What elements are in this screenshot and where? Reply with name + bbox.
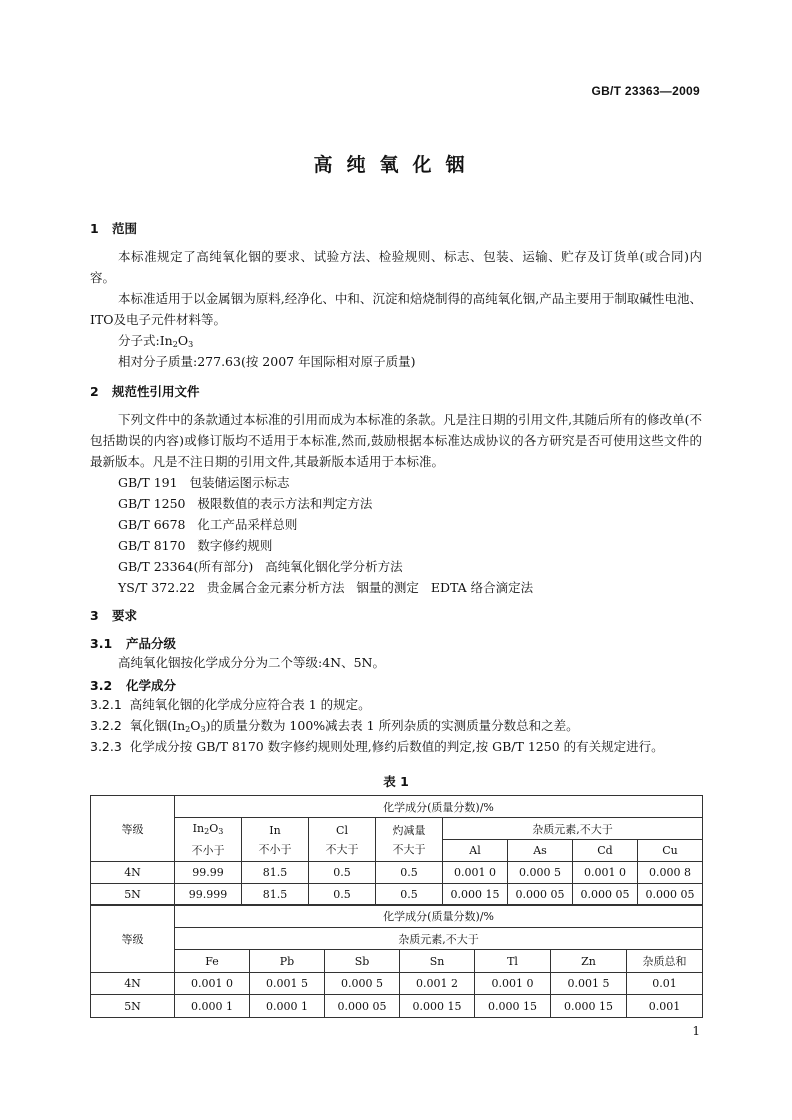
subsection-3-1-heading: 3.1 产品分级 <box>90 636 177 651</box>
reference-item: GB/T 8170 数字修约规则 <box>118 538 273 553</box>
table-row <box>91 973 703 995</box>
value-cell: 0.001 0 <box>443 862 508 884</box>
molecular-formula: 分子式$:In_2O_3$ <box>118 333 194 349</box>
reference-item: GB/T 6678 化工产品采样总则 <box>118 517 298 532</box>
element-header: Zn <box>551 950 627 973</box>
section-3-heading <box>90 606 137 624</box>
element-header: Sn <box>400 950 475 973</box>
grade-cell: 4N <box>91 862 175 884</box>
impurity-header: 杂质元素,不大于 <box>175 928 703 950</box>
value-cell: 0.000 05 <box>325 995 400 1018</box>
grade-cell: 5N <box>91 884 175 906</box>
grade-header: 等级 <box>91 905 175 973</box>
section-number: 1 <box>90 221 99 236</box>
composition-group-header: 化学成分(质量分数)/% <box>175 796 703 818</box>
value-cell: 0.000 05 <box>573 884 638 906</box>
value-cell: 0.000 1 <box>175 995 250 1018</box>
table-row <box>91 884 703 906</box>
total-impurity-header: 杂质总和 <box>627 950 703 973</box>
section-number: 2 <box>90 384 99 399</box>
element-header: Sb <box>325 950 400 973</box>
section-title: 规范性引用文件 <box>112 384 200 399</box>
element-header: Al <box>443 840 508 862</box>
value-cell: 0.000 8 <box>638 862 703 884</box>
section-1-heading <box>90 219 137 237</box>
element-header: Cu <box>638 840 703 862</box>
value-cell: 0.001 0 <box>475 973 551 995</box>
value-cell: 81.5 <box>242 862 309 884</box>
section-title: 要求 <box>112 608 138 623</box>
value-cell: 0.000 15 <box>443 884 508 906</box>
clause-3-2-3: 3.2.3 化学成分按 GB/T 8170 数字修约规则处理,修约后数值的判定,按 GB/T 1250 的有关规定进行。 <box>90 739 664 754</box>
value-cell: 0.000 15 <box>551 995 627 1018</box>
value-cell: 0.000 15 <box>400 995 475 1018</box>
value-cell: 0.001 5 <box>250 973 325 995</box>
impurity-header: 杂质元素,不大于 <box>443 818 703 840</box>
standard-code: GB/T 23363—2009 <box>591 84 700 98</box>
value-cell: 0.000 5 <box>508 862 573 884</box>
grade-header: 等级 <box>91 796 175 862</box>
value-cell: 0.000 05 <box>508 884 573 906</box>
composition-table-part-1 <box>90 795 703 906</box>
reference-item: GB/T 191 包装储运图示标志 <box>118 475 290 490</box>
page-number: 1 <box>692 1024 700 1038</box>
table-row <box>91 995 703 1018</box>
value-cell: 0.000 15 <box>475 995 551 1018</box>
table-caption: 表 1 <box>383 774 409 789</box>
table-row <box>91 862 703 884</box>
element-header: Cd <box>573 840 638 862</box>
element-header: As <box>508 840 573 862</box>
cl-header: Cl 不大于 <box>309 818 376 862</box>
value-cell: 99.999 <box>175 884 242 906</box>
value-cell: 0.001 0 <box>573 862 638 884</box>
value-cell: 0.5 <box>309 884 376 906</box>
value-cell: 99.99 <box>175 862 242 884</box>
grade-cell: 4N <box>91 973 175 995</box>
subsection-3-2-heading: 3.2 化学成分 <box>90 678 177 693</box>
value-cell: 0.5 <box>376 862 443 884</box>
reference-item: GB/T 23364(所有部分) 高纯氧化铟化学分析方法 <box>118 559 403 574</box>
grade-cell: 5N <box>91 995 175 1018</box>
element-header: Fe <box>175 950 250 973</box>
section-2-heading <box>90 382 200 400</box>
section-title: 范围 <box>112 221 138 236</box>
element-header: Pb <box>250 950 325 973</box>
value-cell: 0.001 2 <box>400 973 475 995</box>
reference-item: YS/T 372.22 贵金属合金元素分析方法 铟量的测定 EDTA 络合滴定法 <box>118 580 534 595</box>
value-cell: 0.001 0 <box>175 973 250 995</box>
value-cell: 0.000 05 <box>638 884 703 906</box>
in2o3-header: $In_2O_3$ 不小于 <box>175 818 242 862</box>
value-cell: 0.000 1 <box>250 995 325 1018</box>
composition-table-part-2 <box>90 904 703 1018</box>
value-cell: 0.01 <box>627 973 703 995</box>
section-number: 3 <box>90 608 99 623</box>
clause-3-2-2: 3.2.2 氧化铟$(In_2O_3)$的质量分数为 100%减去表 1 所列杂质的实测质量分数总和之差。 <box>90 718 579 734</box>
references-paragraph: 下列文件中的条款通过本标准的引用而成为本标准的条款。凡是注日期的引用文件,其随后所有的修改单(不包括勘误的内容)或修订版均不适用于本标准,然而,鼓励根据本标准达成协议的各方研究是否可使用这些文件的最新版本。凡是不注日期的引用文件,其最新版本适用于本标准。 <box>90 412 702 469</box>
molecular-mass: 相对分子质量:277.63(按 2007 年国际相对原子质量) <box>118 354 416 369</box>
scope-paragraph-1: 本标准规定了高纯氧化铟的要求、试验方法、检验规则、标志、包装、运输、贮存及订货单(或合同)内容。 <box>90 249 702 285</box>
grading-text: 高纯氧化铟按化学成分分为二个等级:4N、5N。 <box>118 655 385 670</box>
scope-paragraph-2: 本标准适用于以金属铟为原料,经净化、中和、沉淀和焙烧制得的高纯氧化铟,产品主要用于制取碱性电池、ITO及电子元件材料等。 <box>90 291 702 327</box>
value-cell: 0.5 <box>376 884 443 906</box>
composition-group-header: 化学成分(质量分数)/% <box>175 905 703 928</box>
value-cell: 0.001 <box>627 995 703 1018</box>
value-cell: 0.5 <box>309 862 376 884</box>
reference-item: GB/T 1250 极限数值的表示方法和判定方法 <box>118 496 373 511</box>
value-cell: 0.001 5 <box>551 973 627 995</box>
clause-3-2-1: 3.2.1 高纯氧化铟的化学成分应符合表 1 的规定。 <box>90 697 371 712</box>
element-header: Tl <box>475 950 551 973</box>
value-cell: 0.000 5 <box>325 973 400 995</box>
document-title: 高纯氧化铟 <box>313 154 479 176</box>
loss-on-ignition-header: 灼减量 不大于 <box>376 818 443 862</box>
value-cell: 81.5 <box>242 884 309 906</box>
in-header: In 不小于 <box>242 818 309 862</box>
